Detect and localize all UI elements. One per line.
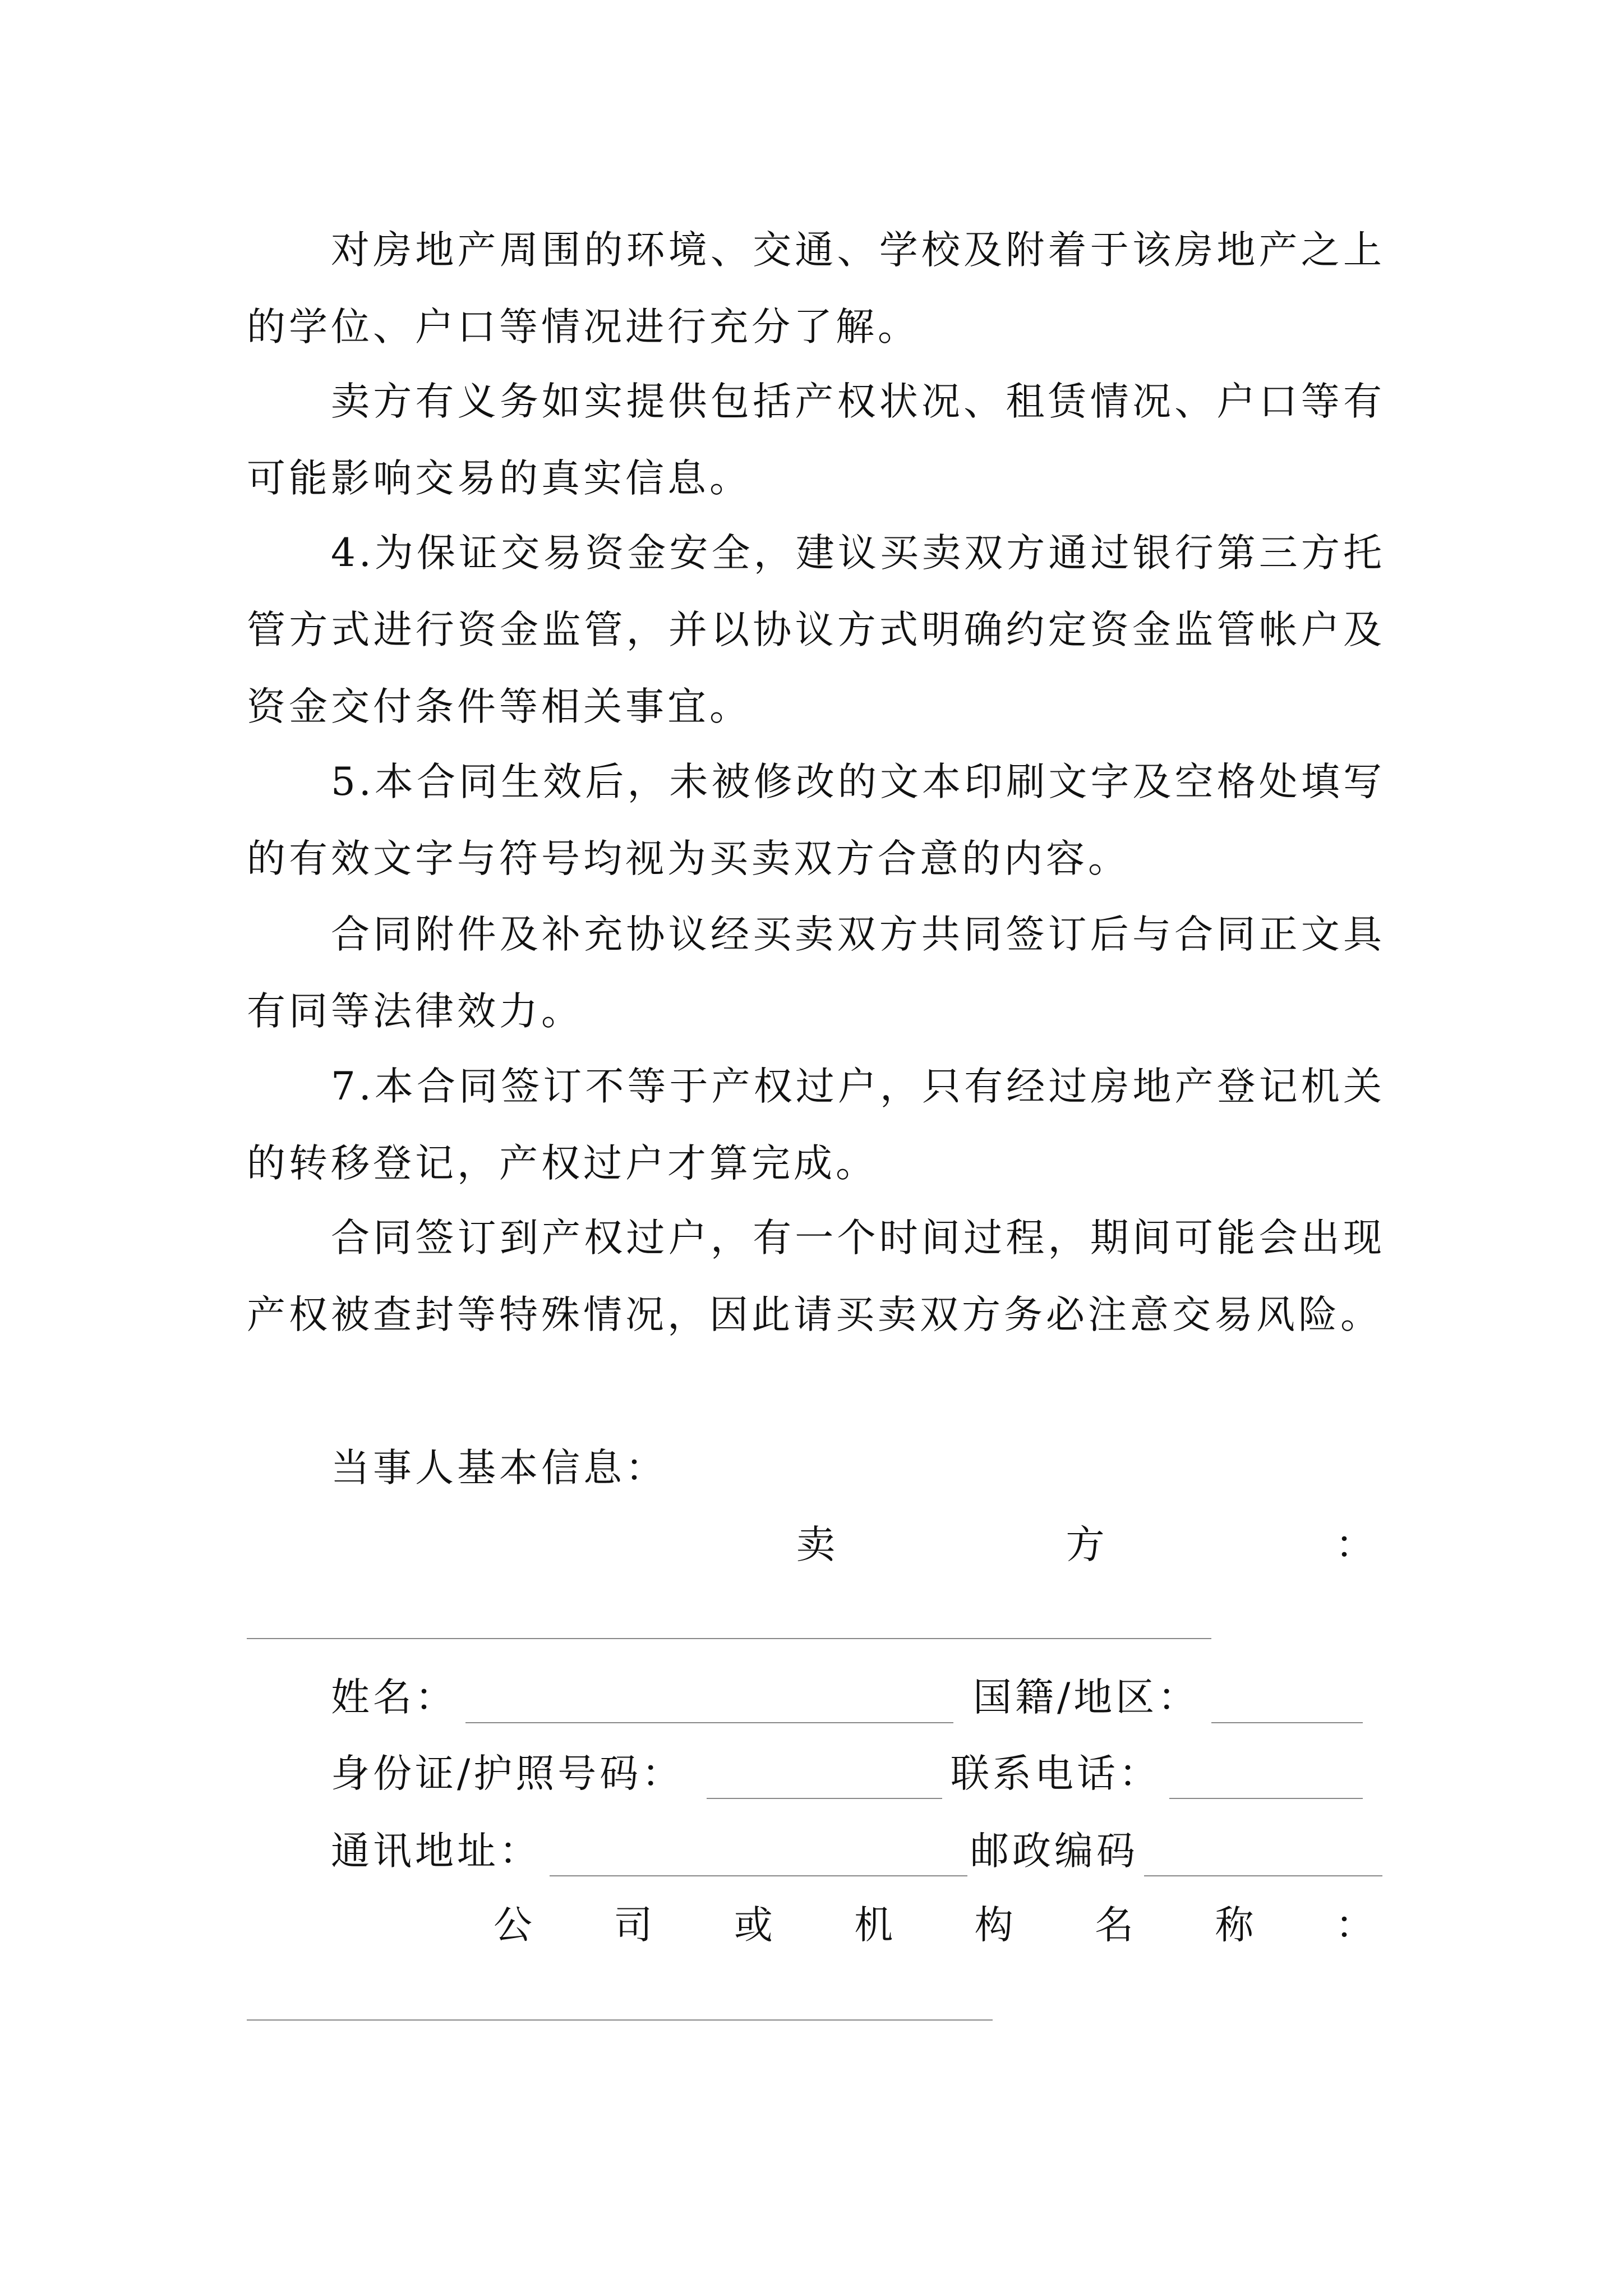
nationality-field-line[interactable] [1211, 1722, 1363, 1723]
seller-blank-line[interactable] [247, 1638, 1211, 1639]
seller-heading [796, 1517, 1374, 1573]
name-label: 姓名： [331, 1675, 457, 1720]
seller-char: 方 [1066, 1522, 1105, 1567]
id-field-line[interactable] [707, 1798, 942, 1799]
paragraph-surroundings: 对房地产周围的环境、交通、学校及附着于该房地产之上的学位、户口等情况进行充分了解。 [247, 228, 1385, 349]
address-field-line[interactable] [550, 1875, 967, 1876]
party-info-heading: 当事人基本信息： [331, 1446, 667, 1490]
company-char: 或 [734, 1903, 773, 1948]
company-char: ： [1335, 1903, 1374, 1948]
seller-char: 卖 [796, 1522, 835, 1567]
phone-field-line[interactable] [1169, 1798, 1363, 1799]
nationality-label: 国籍/地区： [973, 1675, 1200, 1720]
company-char: 司 [614, 1903, 653, 1948]
seller-char: ： [1335, 1522, 1374, 1567]
postcode-field-line[interactable] [1144, 1875, 1382, 1876]
name-field-line[interactable] [465, 1722, 953, 1723]
company-char: 构 [974, 1903, 1013, 1948]
paragraph-seller-duty: 卖方有义务如实提供包括产权状况、租赁情况、户口等有可能影响交易的真实信息。 [247, 379, 1385, 501]
company-char: 机 [854, 1903, 893, 1948]
company-char: 称 [1215, 1903, 1254, 1948]
company-char: 公 [494, 1903, 532, 1948]
paragraph-item-5: 5.本合同生效后，未被修改的文本印刷文字及空格处填写的有效文字与符号均视为买卖双方合意的内容。 [247, 760, 1385, 881]
company-blank-line[interactable] [247, 2019, 993, 2021]
postcode-label: 邮政编码 [970, 1829, 1138, 1874]
address-label: 通讯地址： [331, 1829, 541, 1874]
paragraph-attachments: 合同附件及补充协议经买卖双方共同签订后与合同正文具有同等法律效力。 [247, 912, 1385, 1034]
company-heading [494, 1897, 1374, 1953]
paragraph-risk: 合同签订到产权过户，有一个时间过程，期间可能会出现产权被查封等特殊情况，因此请买卖双方务必注意交易风险。 [247, 1216, 1385, 1337]
paragraph-item-4: 4.为保证交易资金安全，建议买卖双方通过银行第三方托管方式进行资金监管，并以协议方式明确约定资金监管帐户及资金交付条件等相关事宜。 [247, 531, 1385, 729]
company-char: 名 [1095, 1903, 1134, 1948]
paragraph-item-7: 7.本合同签订不等于产权过户，只有经过房地产登记机关的转移登记，产权过户才算完成。 [247, 1064, 1385, 1186]
id-label: 身份证/护照号码： [331, 1751, 684, 1796]
phone-label: 联系电话： [951, 1751, 1161, 1796]
